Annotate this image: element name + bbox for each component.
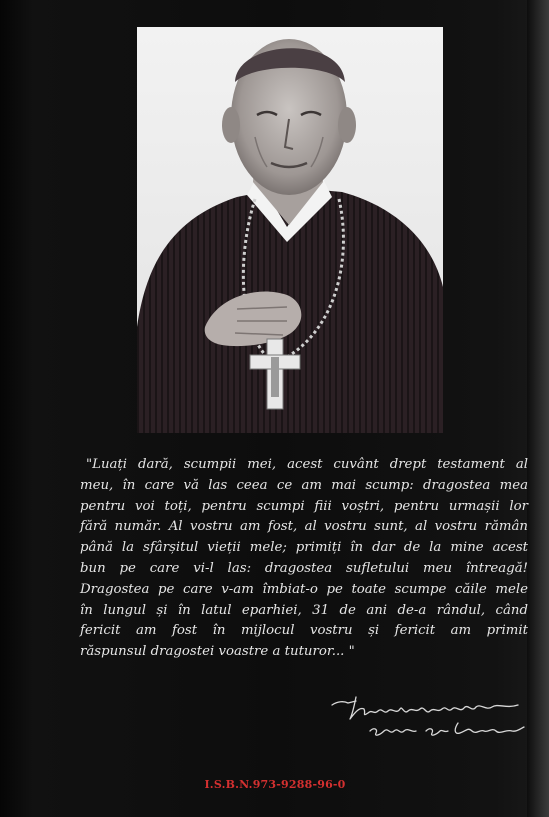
quote-line: pentru voi toți, pentru scumpi fiii voștri, pentru urmașii lor bbox=[80, 498, 528, 514]
quote-line: până la sfârșitul vieții mele; primiți în dar de la mine acest bbox=[80, 540, 528, 556]
quote-line: fericit am fost în mijlocul vostru și fericit am primit bbox=[80, 623, 528, 639]
quote-line: bun pe care vi-l las: dragostea sufletului meu întreagă! bbox=[80, 560, 528, 576]
quote-line: în lungul și în latul eparhiei, 31 de ani de-a rândul, când bbox=[80, 602, 528, 618]
quote-line: răspunsul dragostei voastre a tuturor... " bbox=[80, 644, 355, 660]
isbn-label: I.S.B.N.973-9288-96-0 bbox=[204, 778, 346, 791]
quote-line: fără număr. Al vostru am fost, al vostru sunt, al vostru rămân bbox=[80, 519, 528, 535]
quote-line: Dragostea pe care v-am îmbiat-o pe toate scumpe căile mele bbox=[80, 581, 528, 597]
testament-quote bbox=[80, 455, 528, 663]
cover-edge-shadow bbox=[527, 0, 549, 817]
quote-line: meu, în care vă las ceea ce am mai scump: dragostea mea bbox=[80, 477, 528, 493]
quote-line: "Luați dară, scumpii mei, acest cuvânt drept testament al bbox=[86, 457, 528, 472]
portrait-photo bbox=[137, 27, 443, 433]
handwritten-signature bbox=[330, 693, 526, 743]
